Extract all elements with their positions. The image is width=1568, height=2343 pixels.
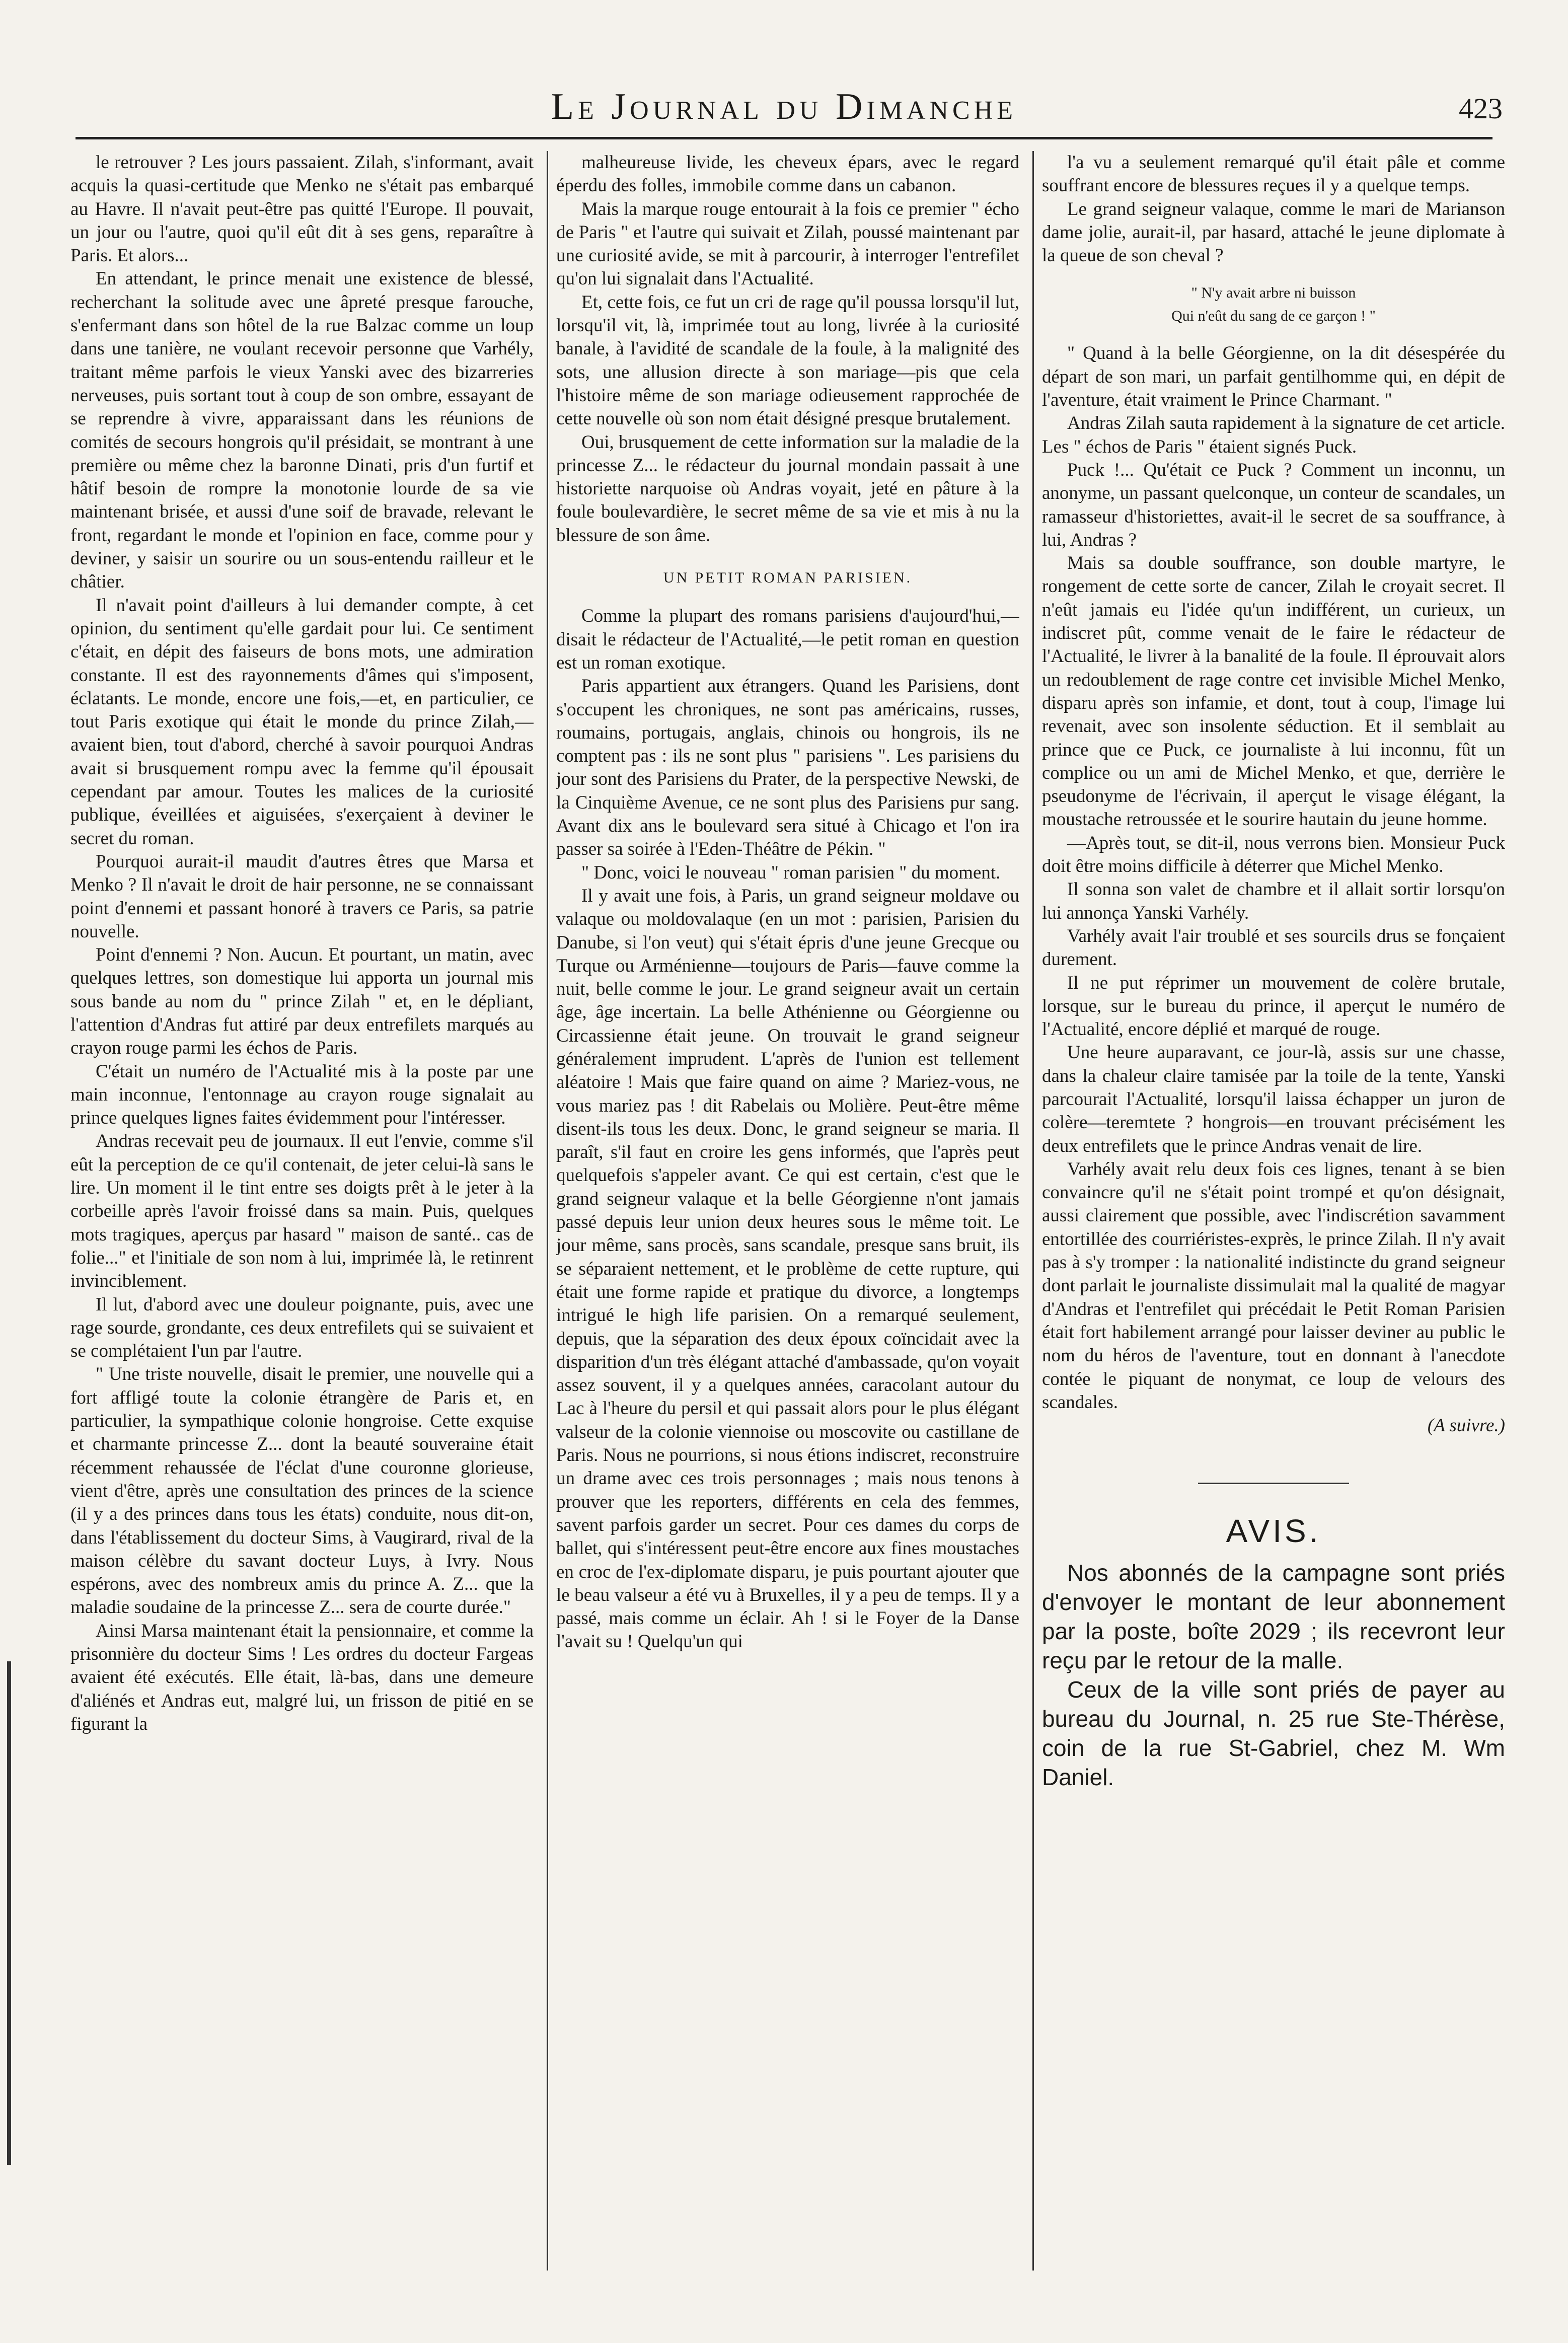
- paragraph: " Donc, voici le nouveau " roman parisien " du moment.: [581, 862, 1001, 883]
- paragraph: Varhély avait relu deux fois ces lignes, tenant à se bien convaincre qu'il ne s'était point trompé et qu'on désignait, aussi clairement que possible, avec l'indiscrétion savamment entortillée des courriéristes-exprès, le prince Zilah. Il n'y avait pas à s'y tromper : la nationalité indistincte du grand seigneur dont parlait le journaliste dissimulait mal la qualité de magyar d'Andras et l'entrefilet qui précédait le Petit Roman Parisien était fort habilement arrangé pour laisser deviner au public le nom du héros de l'aventure, tout en donnant à l'anecdote contée le piquant de nonymat, ce loup de velours des scandales.: [1042, 1158, 1505, 1413]
- margin-mark: [7, 1661, 11, 2165]
- to-be-continued: (A suivre.): [1427, 1415, 1505, 1436]
- paragraph: Il lut, d'abord avec une douleur poignante, puis, avec une rage sourde, grondante, ces deux entrefilets qui se suivaient et se complétaient l'un par l'autre.: [70, 1294, 534, 1362]
- paragraph: Andras Zilah sauta rapidement à la signature de cet article. Les " échos de Paris " étaient signés Puck.: [1042, 413, 1505, 457]
- paragraph: Une heure auparavant, ce jour-là, assis sur une chasse, dans la chaleur claire tamisée par la toile de la tente, Yanski parcourait l'Actualité, lorsqu'il laissa échapper un juron de colère—teremtete ? hongrois—en trouvant précisément les deux entrefilets que le prince Andras venait de lire.: [1042, 1042, 1505, 1156]
- paragraph: Varhély avait l'air troublé et ses sourcils drus se fonçaient durement.: [1042, 925, 1505, 970]
- paragraph: Mais la marque rouge entourait à la fois ce premier " écho de Paris " et l'autre qui suivait et Zilah, poussé maintenant par une curiosité avide, se mit à parcourir, à interroger l'entrefilet qu'on lui signalait dans l'Actualité.: [556, 198, 1019, 289]
- column-2: [556, 151, 1019, 2271]
- paragraph: Le grand seigneur valaque, comme le mari de Marianson dame jolie, aurait-il, par hasard, attaché le jeune diplomate à la queue de son cheval ?: [1042, 198, 1505, 266]
- avis-paragraph: Nos abonnés de la campagne sont priés d'envoyer le montant de leur abonnement par la poste, boîte 2029 ; ils recevront leur reçu par le retour de la malle.: [1042, 1559, 1505, 1673]
- page-number: 423: [1459, 92, 1503, 125]
- paragraph: l'a vu a seulement remarqué qu'il était pâle et comme souffrant encore de blessures reçues il y a quelque temps.: [1042, 152, 1505, 196]
- paragraph: —Après tout, se dit-il, nous verrons bien. Monsieur Puck doit être moins difficile à déterrer que Michel Menko.: [1042, 832, 1505, 877]
- avis-rule: [1198, 1483, 1349, 1484]
- avis-paragraph: Ceux de la ville sont priés de payer au bureau du Journal, n. 25 rue Ste-Thérèse, coin de la rue St-Gabriel, chez M. Wm Daniel.: [1042, 1676, 1505, 1790]
- paragraph: Comme la plupart des romans parisiens d'aujourd'hui,—disait le rédacteur de l'Actualité,—le petit roman en question est un roman exotique.: [556, 606, 1019, 673]
- avis-title: AVIS.: [1226, 1513, 1321, 1550]
- columns: [60, 151, 1510, 2271]
- avis-notice: [1042, 1513, 1505, 1791]
- paragraph: Paris appartient aux étrangers. Quand les Parisiens, dont s'occupent les chroniques, ne sont pas américains, russes, roumains, portugais, anglais, chinois ou hongrois, ils ne comptent pas : ils ne sont plus " parisiens ". Les parisiens du jour sont des Parisiens du Prater, de la perspective Newski, de la Cinquième Avenue, ce ne sont plus des Parisiens pur sang. Avant dix ans le boulevard sera situé à Chicago et l'on ira passer sa soirée à l'Eden-Théâtre de Pékin. ": [556, 676, 1019, 860]
- paragraph: Pourquoi aurait-il maudit d'autres êtres que Marsa et Menko ? Il n'avait le droit de hair personne, ne se connaissant point d'ennemi et passant honoré à travers ce Paris, sa patrie nouvelle.: [70, 851, 534, 942]
- paragraph: malheureuse livide, les cheveux épars, avec le regard éperdu des folles, immobile comme dans un cabanon.: [556, 152, 1019, 196]
- page-header: [65, 81, 1503, 141]
- verse-line: Qui n'eût du sang de ce garçon ! ": [1171, 308, 1376, 325]
- paragraph: Et, cette fois, ce fut un cri de rage qu'il poussa lorsqu'il lut, lorsqu'il vit, là, imprimée tout au long, livrée à la curiosité banale, à l'avidité de scandale de la foule, à la malignité des sots, une allusion directe à son mariage—pis que cela l'histoire même de son mariage odieusement rapprochée de cette nouvelle où son nom était désigné presque brutalement.: [556, 291, 1019, 429]
- paragraph: Oui, brusquement de cette information sur la maladie de la princesse Z... le rédacteur du journal mondain passait à une historiette narquoise où Andras voyait, jeté en pâture à la foule boulevardière, le secret même de sa vie et mis à nu la blessure de son âme.: [556, 431, 1019, 546]
- column-3: [1042, 151, 1505, 2271]
- paragraph: Il ne put réprimer un mouvement de colère brutale, lorsque, sur le bureau du prince, il aperçut le numéro de l'Actualité, encore déplié et marqué de rouge.: [1042, 972, 1505, 1040]
- paragraph: C'était un numéro de l'Actualité mis à la poste par une main inconnue, l'entonnage au crayon rouge signalait au prince quelques lignes faites évidemment pour l'intéresser.: [70, 1061, 534, 1129]
- paragraph: Mais sa double souffrance, son double martyre, le rongement de cette sorte de cancer, Zilah le croyait secret. Il n'eût jamais eu l'idée qu'un indifférent, un curieux, un indiscret pût, comme venait de le faire le rédacteur de l'Actualité, le livrer à la banalité de la foule. Il éprouvait alors un redoublement de rage contre cet invisible Michel Menko, disparu après son infamie, et dont, tout à coup, l'image lui revenait, avec son insolente séduction. Et il semblait au prince que ce Puck, ce journaliste à lui inconnu, fût un complice ou un ami de Michel Menko, et que, derrière le pseudonyme de l'écrivain, il aperçut le visage élégant, la moustache retroussée et le sourire hautain du jeune homme.: [1042, 553, 1505, 830]
- paragraph: Il sonna son valet de chambre et il allait sortir lorsqu'on lui annonça Yanski Varhély.: [1042, 879, 1505, 923]
- paragraph: Il y avait une fois, à Paris, un grand seigneur moldave ou valaque ou moldovalaque (en un mot : parisien, Parisien du Danube, si l'on veut) qui s'était épris d'une jeune Grecque ou Turque ou Arménienne—toujours de Paris—fauve comme la nuit, belle comme le jour. Le grand seigneur avait un certain âge, âge incertain. La belle Athénienne ou Géorgienne ou Circassienne était jeune. On trouvait le grand seigneur généralement imprudent. L'après de l'union est tellement aléatoire ! Mais que faire quand on aime ? Mariez-vous, ne vous mariez pas ! dit Rabelais ou Molière. Peut-être même disent-ils tous les deux. Donc, le grand seigneur se maria. Il paraît, s'il faut en croire les gens informés, que l'après peut quelquefois s'appeler avant. Ce qui est certain, c'est que le grand seigneur valaque et la belle Géorgienne n'ont jamais passé depuis leur union deux heures sous le même toit. Le jour même, sans procès, sans scandale, presque sans bruit, ils se séparaient nettement, et le problème de cette rupture, qui était une forme rapide et pratique du divorce, a longtemps intrigué le high life parisien. On a remarqué seulement, depuis, que la séparation des deux époux coïncidait avec la disparition d'un très élégant attaché d'ambassade, qu'on voyait assez souvent, il y a quelques années, caracolant autour du Lac à l'heure du persil et qui passait alors pour le plus élégant valseur de la colonie viennoise ou moscovite ou castillane de Paris. Nous ne pourrions, si nous étions indiscret, reconstruire un drame avec ces trois personnages ; mais nous tenons à prouver que les reporters, différents en cela des femmes, savent parfois garder un secret. Pour ces dames du corps de ballet, qui s'intéressent peut-être encore aux fines moustaches en croc de l'ex-diplomate disparu, je puis pourtant ajouter que le beau valseur a été vu à Bruxelles, il y a peu de temps. Il y a passé, mais comme un éclair. Ah ! si le Foyer de la Danse l'avait su ! Quelqu'un qui: [556, 885, 1019, 1652]
- paragraph: Ainsi Marsa maintenant était la pensionnaire, et comme la prisonnière du docteur Sims ! Les ordres du docteur Fargeas avaient été exécutés. Elle était, là-bas, dans une demeure d'aliénés et Andras eut, malgré lui, un frisson de pitié en se figurant la: [70, 1620, 534, 1734]
- column-1: [70, 151, 534, 2271]
- paragraph: En attendant, le prince menait une existence de blessé, recherchant la solitude avec une âpreté presque farouche, s'enfermant dans son hôtel de la rue Balzac comme un loup dans une tanière, ne voulant recevoir personne que Varhély, traitant même parfois le vieux Yanski avec des bizarreries nerveuses, puis sortant tout à coup de son ombre, essayant de se reprendre à vivre, apparaissant dans les réunions de comités de secours hongrois qu'il présidait, se montrant à une première ou même chez la baronne Dinati, pris d'un furtif et hâtif besoin de rompre la monotonie lourde de sa vie maintenant brisée, et aussi d'une soif de bravade, relevant le front, regardant le monde et l'opinion en face, comme pour y deviner, y saisir un sourire ou un sous-entendu railleur et le châtier.: [70, 268, 534, 593]
- verse-quote: [1042, 281, 1505, 328]
- paragraph: Il n'avait point d'ailleurs à lui demander compte, à cet opinion, du sentiment qu'elle gardait pour lui. Ce sentiment c'était, en dépit des faiseurs de bons mots, une admiration constante. Il est des rayonnements d'âmes qui s'imposent, éclatants. Le monde, encore une fois,—et, en particulier, ce tout Paris exotique qui était le monde du prince Zilah,—avaient bien, tout d'abord, cherché à savoir pourquoi Andras avait si brusquement rompu avec la femme qu'il épousait cependant par amour. Toutes les malices de la curiosité publique, éveillées et aiguisées, s'exerçaient à deviner le secret du roman.: [70, 595, 534, 849]
- paragraph: Andras recevait peu de journaux. Il eut l'envie, comme s'il eût la perception de ce qu'il contenait, de jeter celui-là sans le lire. Un moment il le tint entre ses doigts prêt à le jeter à la corbeille après l'avoir froissé dans sa main. Puis, quelques mots tragiques, aperçus par hasard " maison de santé.. cas de folie..." et l'initiale de son nom à lui, imprimée là, le retinrent invinciblement.: [70, 1131, 534, 1292]
- header-rule: [76, 137, 1492, 139]
- paragraph: " Quand à la belle Géorgienne, on la dit désespérée du départ de son mari, un parfait gentilhomme qui, en dépit de l'aventure, était vraiment le Prince Charmant. ": [1042, 343, 1505, 411]
- verse-line: " N'y avait arbre ni buisson: [1191, 284, 1356, 302]
- section-heading: UN PETIT ROMAN PARISIEN.: [663, 569, 913, 587]
- paragraph: Point d'ennemi ? Non. Aucun. Et pourtant, un matin, avec quelques lettres, son domestique lui apporta un journal mis sous bande au nom du " prince Zilah " et, en le dépliant, l'attention d'Andras fut attiré par deux entrefilets marqués au crayon rouge parmi les échos de Paris.: [70, 944, 534, 1059]
- masthead-title: Le Journal du Dimanche: [551, 86, 1017, 127]
- paragraph: le retrouver ? Les jours passaient. Zilah, s'informant, avait acquis la quasi-certitude que Menko ne s'était pas embarqué au Havre. Il n'avait peut-être pas quitté l'Europe. Il pouvait, un jour ou l'autre, quoi qu'il eût dit à ses gens, reparaître à Paris. Et alors...: [70, 152, 534, 266]
- paragraph: Puck !... Qu'était ce Puck ? Comment un inconnu, un anonyme, un passant quelconque, un conteur de scandales, un ramasseur d'historiettes, avait-il le secret de sa souffrance, à lui, Andras ?: [1042, 459, 1505, 550]
- paragraph: " Une triste nouvelle, disait le premier, une nouvelle qui a fort affligé toute la colonie étrangère de Paris et, en particulier, la sympathique colonie hongroise. Cette exquise et charmante princesse Z... dont la beauté souveraine était récemment rehaussée de l'éclat d'une couronne glorieuse, vient d'être, après une consultation des princes de la science (il y a des princes dans tous les états) conduite, nous dit-on, dans l'établissement du docteur Sims, à Vaugirard, rival de la maison célèbre du savant docteur Luys, à Ivry. Nous espérons, avec des nombreux amis du prince A. Z... que la maladie soudaine de la princesse Z... sera de courte durée.": [70, 1364, 534, 1618]
